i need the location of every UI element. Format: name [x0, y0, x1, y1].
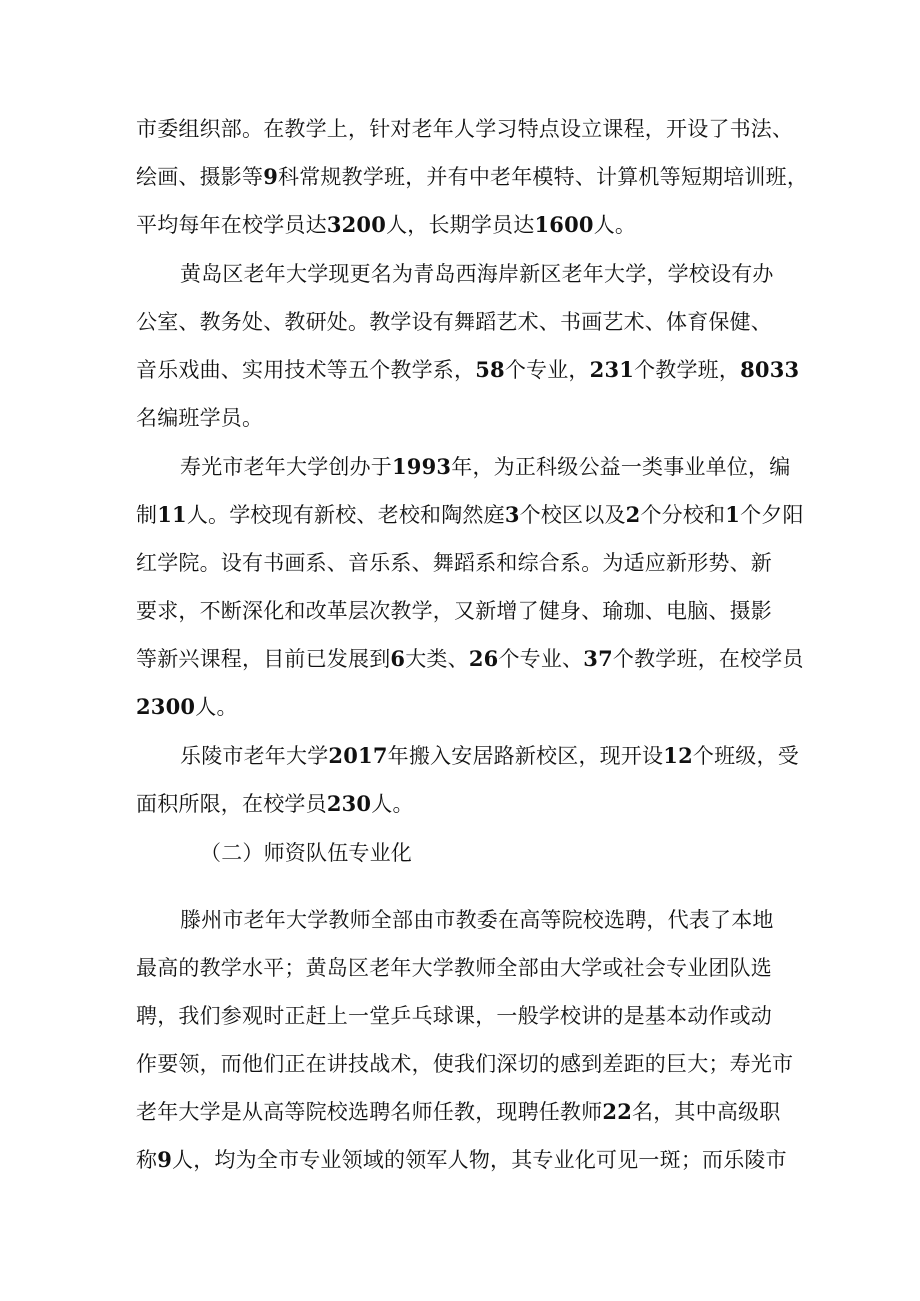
p2-line-3: 音乐戏曲、实用技术等五个教学系，58个专业，231个教学班，8033: [136, 357, 800, 382]
p5-line-6: 称9人，均为全市专业领域的领军人物，其专业化可见一斑；而乐陵市: [136, 1147, 787, 1172]
p2-line-4: 名编班学员。: [136, 406, 264, 430]
p3-line-5: 等新兴课程，目前已发展到6大类、26个专业、37个教学班，在校学员: [136, 646, 804, 671]
p4-line-1: 乐陵市老年大学2017年搬入安居路新校区，现开设12个班级，受: [180, 743, 799, 768]
p5-line-2: 最高的教学水平；黄岛区老年大学教师全部由大学或社会专业团队选: [136, 956, 772, 980]
p3-line-2: 制11人。学校现有新校、老校和陶然庭3个校区以及2个分校和1个夕阳: [136, 502, 804, 527]
p3-line-6: 2300人。: [136, 694, 238, 719]
p5-line-3: 聘，我们参观时正赶上一堂乒乓球课，一般学校讲的是基本动作或动: [136, 1004, 772, 1028]
p5-line-5: 老年大学是从高等院校选聘名师任教，现聘任教师22名，其中高级职: [136, 1099, 781, 1124]
p3-line-1: 寿光市老年大学创办于1993年，为正科级公益一类事业单位，编: [180, 454, 791, 479]
p5-line-1: 滕州市老年大学教师全部由市教委在高等院校选聘，代表了本地: [180, 908, 774, 932]
section-heading: （二）师资队伍专业化: [200, 841, 412, 865]
p1-line-1: 市委组织部。在教学上，针对老年人学习特点设立课程，开设了书法、: [136, 117, 794, 141]
p3-line-3: 红学院。设有书画系、音乐系、舞蹈系和综合系。为适应新形势、新: [136, 551, 772, 575]
p1-line-2: 绘画、摄影等9科常规教学班，并有中老年模特、计算机等短期培训班，: [136, 164, 809, 189]
p2-line-1: 黄岛区老年大学现更名为青岛西海岸新区老年大学，学校设有办: [180, 262, 774, 286]
p4-line-2: 面积所限，在校学员230人。: [136, 791, 414, 816]
p2-line-2: 公室、教务处、教研处。教学设有舞蹈艺术、书画艺术、体育保健、: [136, 310, 772, 334]
p3-line-4: 要求，不断深化和改革层次教学，又新增了健身、瑜珈、电脑、摄影: [136, 599, 772, 623]
p5-line-4: 作要领，而他们正在讲技战术，使我们深切的感到差距的巨大；寿光市: [136, 1052, 794, 1076]
p1-line-3: 平均每年在校学员达3200人，长期学员达1600人。: [136, 212, 637, 237]
